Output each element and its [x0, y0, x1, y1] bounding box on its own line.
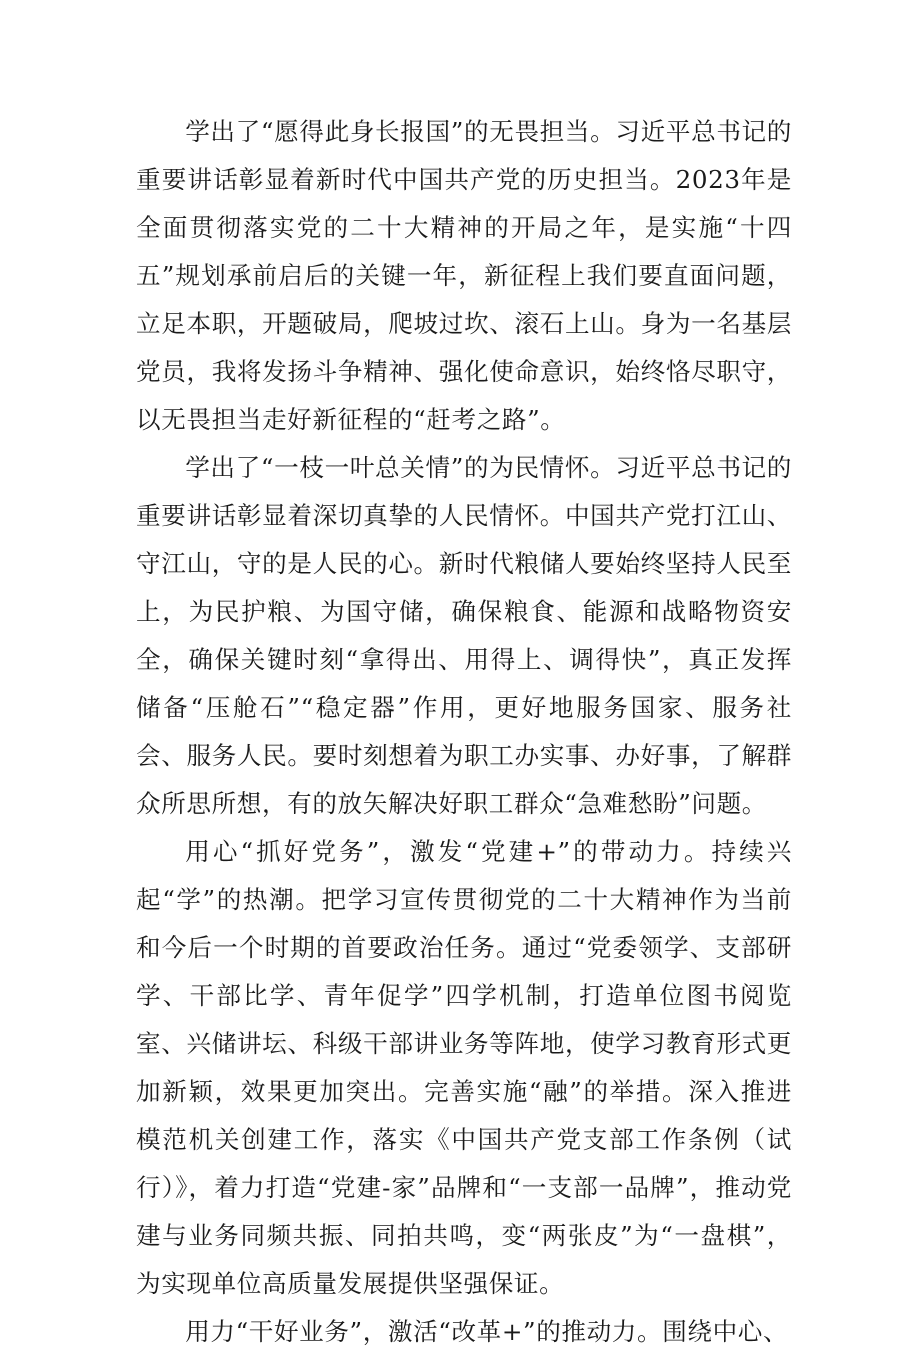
paragraph-2: 学出了“一枝一叶总关情”的为民情怀。习近平总书记的重要讲话彰显着深切真挚的人民情怀。中国共产党打江山、守江山，守的是人民的心。新时代粮储人要始终坚持人民至上，为民护粮、为国守储，确保粮食、能源和战略物资安全，确保关键时刻“拿得出、用得上、调得快”，真正发挥储备“压舱石”“稳定器”作用，更好地服务国家、服务社会、服务人民。要时刻想着为职工办实事、办好事，了解群众所思所想，有的放矢解决好职工群众“急难愁盼”问题。: [136, 453, 792, 818]
paragraph-1: 学出了“愿得此身长报国”的无畏担当。习近平总书记的重要讲话彰显着新时代中国共产党的历史担当。2023年是全面贯彻落实党的二十大精神的开局之年，是实施“十四五”规划承前启后的关键一年，新征程上我们要直面问题，立足本职，开题破局，爬坡过坎、滚石上山。身为一名基层党员，我将发扬斗争精神、强化使命意识，始终恪尽职守，以无畏担当走好新征程的“赶考之路”。: [136, 117, 792, 434]
paragraph-3: 用心“抓好党务”，激发“党建+”的带动力。持续兴起“学”的热潮。把学习宣传贯彻党的二十大精神作为当前和今后一个时期的首要政治任务。通过“党委领学、支部研学、干部比学、青年促学”四学机制，打造单位图书阅览室、兴储讲坛、科级干部讲业务等阵地，使学习教育形式更加新颖，效果更加突出。完善实施“融”的举措。深入推进模范机关创建工作，落实《中国共产党支部工作条例（试行）》，着力打造“党建-家”品牌和“一支部一品牌”，推动党建与业务同频共振、同拍共鸣，变“两张皮”为“一盘棋”，为实现单位高质量发展提供坚强保证。: [136, 837, 792, 1298]
paragraph-4: 用力“干好业务”，激活“改革+”的推动力。围绕中心、: [185, 1317, 789, 1346]
document-body: [136, 108, 792, 1356]
